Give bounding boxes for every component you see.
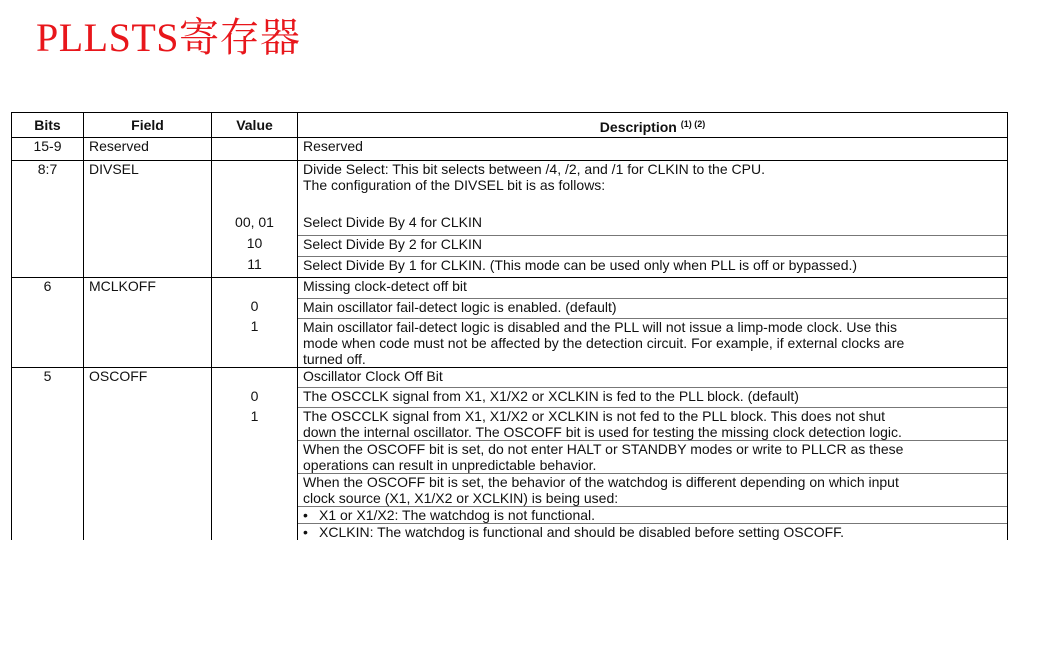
field-cell: DIVSEL (84, 161, 212, 278)
table-row (12, 161, 1008, 206)
value-cell: 0 (212, 388, 298, 408)
page-title: PLLSTS寄存器 (36, 15, 301, 60)
header-description-label: Description (599, 118, 677, 135)
value-cell (212, 441, 298, 474)
table-row (12, 367, 1008, 388)
bullet-text: X1 or X1/X2: The watchdog is not functional. (319, 507, 596, 523)
bits-cell: 8:7 (12, 161, 84, 278)
description-cell (298, 507, 1008, 524)
description-line: Main oscillator fail-detect logic is disabled and the PLL will not issue a limp-mode clock. Use this (303, 318, 897, 335)
register-table (11, 112, 1008, 540)
description-cell: The OSCCLK signal from X1, X1/X2 or XCLKIN is fed to the PLL block. (default) (298, 388, 1008, 408)
header-value: Value (212, 113, 298, 138)
value-cell (212, 507, 298, 524)
value-cell (212, 474, 298, 507)
header-description (298, 113, 1008, 138)
description-cell: Oscillator Clock Off Bit (298, 367, 1008, 388)
description-line: operations can result in unpredictable behavior. (303, 457, 597, 473)
description-line: The configuration of the DIVSEL bit is as follows: (303, 177, 606, 193)
value-cell: 1 (212, 318, 298, 367)
table-row (12, 138, 1008, 161)
value-cell (212, 138, 298, 161)
bullet-text: XCLKIN: The watchdog is functional and should be disabled before setting OSCOFF. (319, 524, 845, 540)
description-cell: Select Divide By 1 for CLKIN. (This mode can be used only when PLL is off or bypassed.) (298, 256, 1008, 278)
value-cell: 10 (212, 235, 298, 256)
description-line: When the OSCOFF bit is set, do not enter HALT or STANDBY modes or write to PLLCR as these (303, 441, 904, 457)
description-line: Divide Select: This bit selects between /4, /2, and /1 for CLKIN to the CPU. (303, 161, 765, 177)
value-cell (212, 524, 298, 541)
description-line: mode when code must not be affected by the detection circuit. For example, if external clocks are (303, 334, 905, 351)
bits-cell: 5 (12, 367, 84, 540)
value-cell: 0 (212, 298, 298, 318)
bullet-icon: • (303, 507, 308, 523)
description-line: The OSCCLK signal from X1, X1/X2 or XCLKIN is not fed to the PLL block. This does not shut (303, 408, 886, 424)
description-cell (298, 524, 1008, 541)
header-description-notes: (1) (2) (680, 118, 706, 129)
field-cell: Reserved (84, 138, 212, 161)
description-cell (298, 474, 1008, 507)
description-cell: Reserved (298, 138, 1008, 161)
description-cell: Select Divide By 4 for CLKIN (298, 205, 1008, 235)
description-line: When the OSCOFF bit is set, the behavior of the watchdog is different depending on which input (303, 474, 899, 490)
value-cell (212, 278, 298, 299)
description-cell: Missing clock-detect off bit (298, 278, 1008, 299)
description-cell (298, 441, 1008, 474)
value-cell: 00, 01 (212, 205, 298, 235)
field-cell: OSCOFF (84, 367, 212, 540)
header-field: Field (84, 113, 212, 138)
bits-cell: 6 (12, 278, 84, 368)
header-bits: Bits (12, 113, 84, 138)
value-cell (212, 161, 298, 206)
description-cell: Select Divide By 2 for CLKIN (298, 235, 1008, 256)
value-cell (212, 367, 298, 388)
description-cell (298, 318, 1008, 367)
bits-cell: 15-9 (12, 138, 84, 161)
bullet-icon: • (303, 524, 308, 540)
description-line: clock source (X1, X1/X2 or XCLKIN) is being used: (303, 490, 619, 506)
description-cell (298, 408, 1008, 441)
description-cell: Main oscillator fail-detect logic is enabled. (default) (298, 298, 1008, 318)
table-row (12, 278, 1008, 299)
description-line: turned off. (303, 350, 366, 367)
table-header-row (12, 113, 1008, 138)
value-cell: 11 (212, 256, 298, 278)
description-cell (298, 161, 1008, 206)
field-cell: MCLKOFF (84, 278, 212, 368)
description-line: down the internal oscillator. The OSCOFF bit is used for testing the missing clock detection logic. (303, 424, 902, 440)
value-cell: 1 (212, 408, 298, 441)
